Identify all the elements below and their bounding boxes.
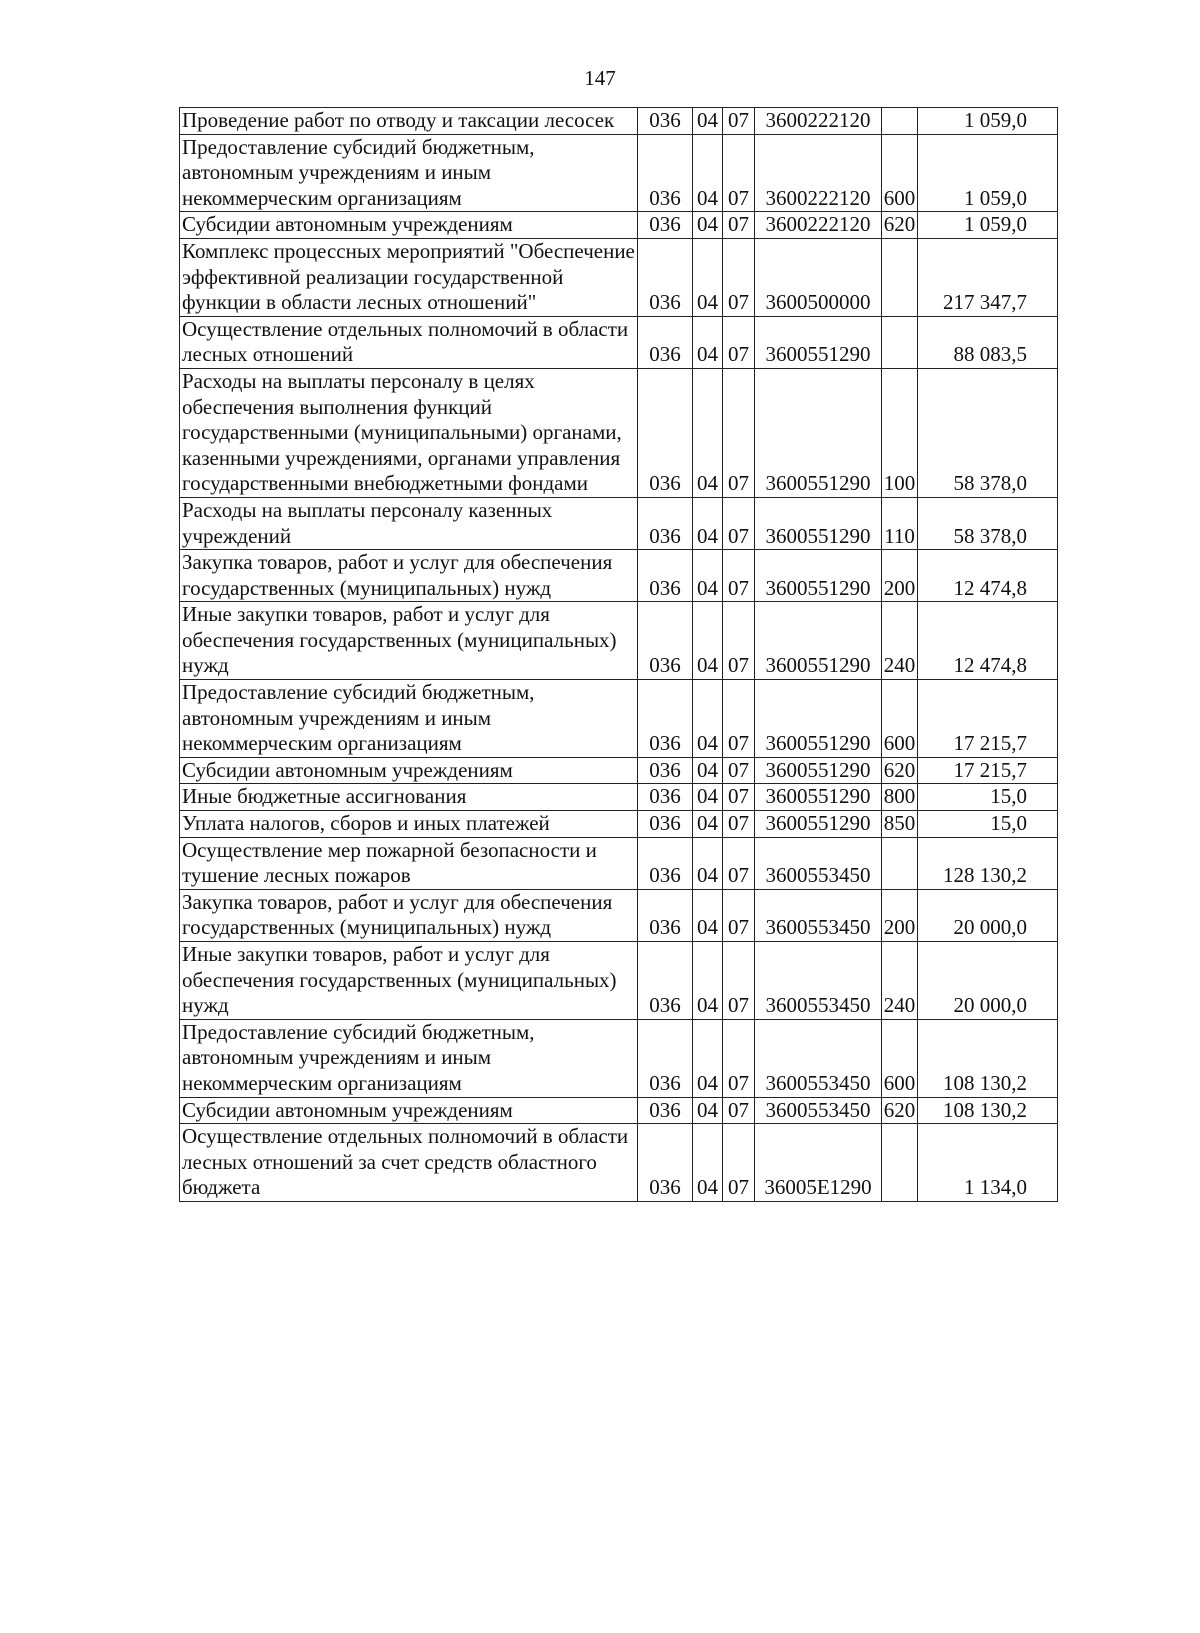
amount-cell: 20 000,0: [918, 942, 1058, 1020]
amount-cell: 15,0: [918, 784, 1058, 811]
expense-type-cell: 600: [882, 680, 918, 758]
section-code-cell: 04: [693, 1097, 723, 1124]
expense-name-cell: Субсидии автономным учреждениям: [180, 757, 638, 784]
subsection-code-cell: 07: [723, 811, 755, 838]
page-number: 147: [584, 66, 616, 90]
target-article-cell: 3600551290: [755, 757, 882, 784]
amount-cell: 108 130,2: [918, 1097, 1058, 1124]
subsection-code-cell: 07: [723, 1097, 755, 1124]
expense-type-cell: 800: [882, 784, 918, 811]
expense-type-cell: 200: [882, 550, 918, 602]
amount-cell: 20 000,0: [918, 889, 1058, 941]
expense-name-cell: Комплекс процессных мероприятий "Обеспечение эффективной реализации государственной функции в области лесных отношений": [180, 238, 638, 316]
target-article-cell: 3600551290: [755, 784, 882, 811]
expense-type-cell: 600: [882, 1019, 918, 1097]
section-code-cell: 04: [693, 757, 723, 784]
amount-cell: 12 474,8: [918, 602, 1058, 680]
grbs-code-cell: 036: [638, 837, 693, 889]
table-row: [180, 811, 1058, 838]
table-row: [180, 550, 1058, 602]
expense-name-cell: Осуществление мер пожарной безопасности и тушение лесных пожаров: [180, 837, 638, 889]
target-article-cell: 3600553450: [755, 837, 882, 889]
amount-cell: 1 134,0: [918, 1124, 1058, 1202]
expense-type-cell: 110: [882, 497, 918, 549]
subsection-code-cell: 07: [723, 550, 755, 602]
grbs-code-cell: 036: [638, 784, 693, 811]
subsection-code-cell: 07: [723, 108, 755, 135]
table-row: [180, 837, 1058, 889]
expense-name-cell: Расходы на выплаты персоналу казенных учреждений: [180, 497, 638, 549]
target-article-cell: 3600551290: [755, 680, 882, 758]
budget-table: [179, 107, 1058, 1202]
amount-cell: 58 378,0: [918, 368, 1058, 497]
table-row: [180, 1097, 1058, 1124]
subsection-code-cell: 07: [723, 134, 755, 212]
expense-type-cell: 620: [882, 1097, 918, 1124]
amount-cell: 17 215,7: [918, 757, 1058, 784]
section-code-cell: 04: [693, 368, 723, 497]
expense-type-cell: [882, 238, 918, 316]
target-article-cell: 3600222120: [755, 134, 882, 212]
section-code-cell: 04: [693, 108, 723, 135]
grbs-code-cell: 036: [638, 602, 693, 680]
expense-type-cell: 850: [882, 811, 918, 838]
subsection-code-cell: 07: [723, 316, 755, 368]
amount-cell: 17 215,7: [918, 680, 1058, 758]
table-row: [180, 497, 1058, 549]
expense-type-cell: 200: [882, 889, 918, 941]
subsection-code-cell: 07: [723, 238, 755, 316]
amount-cell: 88 083,5: [918, 316, 1058, 368]
grbs-code-cell: 036: [638, 1019, 693, 1097]
subsection-code-cell: 07: [723, 1124, 755, 1202]
expense-name-cell: Проведение работ по отводу и таксации лесосек: [180, 108, 638, 135]
expense-type-cell: 620: [882, 757, 918, 784]
grbs-code-cell: 036: [638, 550, 693, 602]
table-row: [180, 368, 1058, 497]
table-row: [180, 889, 1058, 941]
target-article-cell: 3600553450: [755, 942, 882, 1020]
target-article-cell: 36005E1290: [755, 1124, 882, 1202]
expense-name-cell: Закупка товаров, работ и услуг для обеспечения государственных (муниципальных) нужд: [180, 550, 638, 602]
table-row: [180, 680, 1058, 758]
expense-type-cell: 240: [882, 602, 918, 680]
table-row: [180, 1019, 1058, 1097]
subsection-code-cell: 07: [723, 497, 755, 549]
section-code-cell: 04: [693, 942, 723, 1020]
subsection-code-cell: 07: [723, 837, 755, 889]
grbs-code-cell: 036: [638, 942, 693, 1020]
subsection-code-cell: 07: [723, 942, 755, 1020]
target-article-cell: 3600553450: [755, 1019, 882, 1097]
grbs-code-cell: 036: [638, 134, 693, 212]
amount-cell: 1 059,0: [918, 134, 1058, 212]
amount-cell: 108 130,2: [918, 1019, 1058, 1097]
table-row: [180, 108, 1058, 135]
amount-cell: 12 474,8: [918, 550, 1058, 602]
table-row: [180, 212, 1058, 239]
target-article-cell: 3600551290: [755, 368, 882, 497]
table-row: [180, 757, 1058, 784]
target-article-cell: 3600551290: [755, 316, 882, 368]
amount-cell: 1 059,0: [918, 212, 1058, 239]
grbs-code-cell: 036: [638, 1097, 693, 1124]
section-code-cell: 04: [693, 550, 723, 602]
amount-cell: 15,0: [918, 811, 1058, 838]
subsection-code-cell: 07: [723, 602, 755, 680]
table-row: [180, 784, 1058, 811]
expense-type-cell: 100: [882, 368, 918, 497]
section-code-cell: 04: [693, 1124, 723, 1202]
grbs-code-cell: 036: [638, 108, 693, 135]
section-code-cell: 04: [693, 784, 723, 811]
target-article-cell: 3600222120: [755, 212, 882, 239]
grbs-code-cell: 036: [638, 889, 693, 941]
expense-type-cell: 620: [882, 212, 918, 239]
grbs-code-cell: 036: [638, 238, 693, 316]
grbs-code-cell: 036: [638, 811, 693, 838]
subsection-code-cell: 07: [723, 212, 755, 239]
amount-cell: 217 347,7: [918, 238, 1058, 316]
table-row: [180, 942, 1058, 1020]
section-code-cell: 04: [693, 811, 723, 838]
section-code-cell: 04: [693, 837, 723, 889]
expense-name-cell: Иные закупки товаров, работ и услуг для обеспечения государственных (муниципальных) нужд: [180, 602, 638, 680]
expense-name-cell: Закупка товаров, работ и услуг для обеспечения государственных (муниципальных) нужд: [180, 889, 638, 941]
expense-name-cell: Уплата налогов, сборов и иных платежей: [180, 811, 638, 838]
amount-cell: 58 378,0: [918, 497, 1058, 549]
subsection-code-cell: 07: [723, 368, 755, 497]
grbs-code-cell: 036: [638, 1124, 693, 1202]
expense-name-cell: Иные закупки товаров, работ и услуг для обеспечения государственных (муниципальных) нужд: [180, 942, 638, 1020]
table-row: [180, 238, 1058, 316]
expense-type-cell: [882, 316, 918, 368]
table-row: [180, 602, 1058, 680]
budget-table-body: [180, 108, 1058, 1202]
target-article-cell: 3600551290: [755, 550, 882, 602]
grbs-code-cell: 036: [638, 680, 693, 758]
expense-type-cell: [882, 108, 918, 135]
subsection-code-cell: 07: [723, 784, 755, 811]
target-article-cell: 3600500000: [755, 238, 882, 316]
target-article-cell: 3600551290: [755, 602, 882, 680]
expense-name-cell: Субсидии автономным учреждениям: [180, 212, 638, 239]
subsection-code-cell: 07: [723, 757, 755, 784]
grbs-code-cell: 036: [638, 212, 693, 239]
section-code-cell: 04: [693, 316, 723, 368]
expense-name-cell: Осуществление отдельных полномочий в области лесных отношений: [180, 316, 638, 368]
section-code-cell: 04: [693, 889, 723, 941]
section-code-cell: 04: [693, 602, 723, 680]
grbs-code-cell: 036: [638, 497, 693, 549]
subsection-code-cell: 07: [723, 1019, 755, 1097]
section-code-cell: 04: [693, 1019, 723, 1097]
target-article-cell: 3600551290: [755, 497, 882, 549]
expense-type-cell: [882, 837, 918, 889]
table-row: [180, 316, 1058, 368]
expense-type-cell: 600: [882, 134, 918, 212]
expense-name-cell: Предоставление субсидий бюджетным, автономным учреждениям и иным некоммерческим организациям: [180, 1019, 638, 1097]
section-code-cell: 04: [693, 212, 723, 239]
amount-cell: 1 059,0: [918, 108, 1058, 135]
expense-name-cell: Осуществление отдельных полномочий в области лесных отношений за счет средств областного бюджета: [180, 1124, 638, 1202]
table-row: [180, 134, 1058, 212]
subsection-code-cell: 07: [723, 889, 755, 941]
section-code-cell: 04: [693, 134, 723, 212]
target-article-cell: 3600553450: [755, 889, 882, 941]
subsection-code-cell: 07: [723, 680, 755, 758]
section-code-cell: 04: [693, 497, 723, 549]
grbs-code-cell: 036: [638, 757, 693, 784]
expense-name-cell: Расходы на выплаты персоналу в целях обеспечения выполнения функций государственными (муниципальными) органами, казенными учреждениями, органами управления государственными внебюджетными фондами: [180, 368, 638, 497]
section-code-cell: 04: [693, 238, 723, 316]
expense-name-cell: Иные бюджетные ассигнования: [180, 784, 638, 811]
expense-type-cell: [882, 1124, 918, 1202]
amount-cell: 128 130,2: [918, 837, 1058, 889]
grbs-code-cell: 036: [638, 316, 693, 368]
expense-name-cell: Предоставление субсидий бюджетным, автономным учреждениям и иным некоммерческим организациям: [180, 680, 638, 758]
expense-name-cell: Предоставление субсидий бюджетным, автономным учреждениям и иным некоммерческим организациям: [180, 134, 638, 212]
expense-type-cell: 240: [882, 942, 918, 1020]
table-row: [180, 1124, 1058, 1202]
target-article-cell: 3600222120: [755, 108, 882, 135]
grbs-code-cell: 036: [638, 368, 693, 497]
expense-name-cell: Субсидии автономным учреждениям: [180, 1097, 638, 1124]
section-code-cell: 04: [693, 680, 723, 758]
target-article-cell: 3600553450: [755, 1097, 882, 1124]
target-article-cell: 3600551290: [755, 811, 882, 838]
